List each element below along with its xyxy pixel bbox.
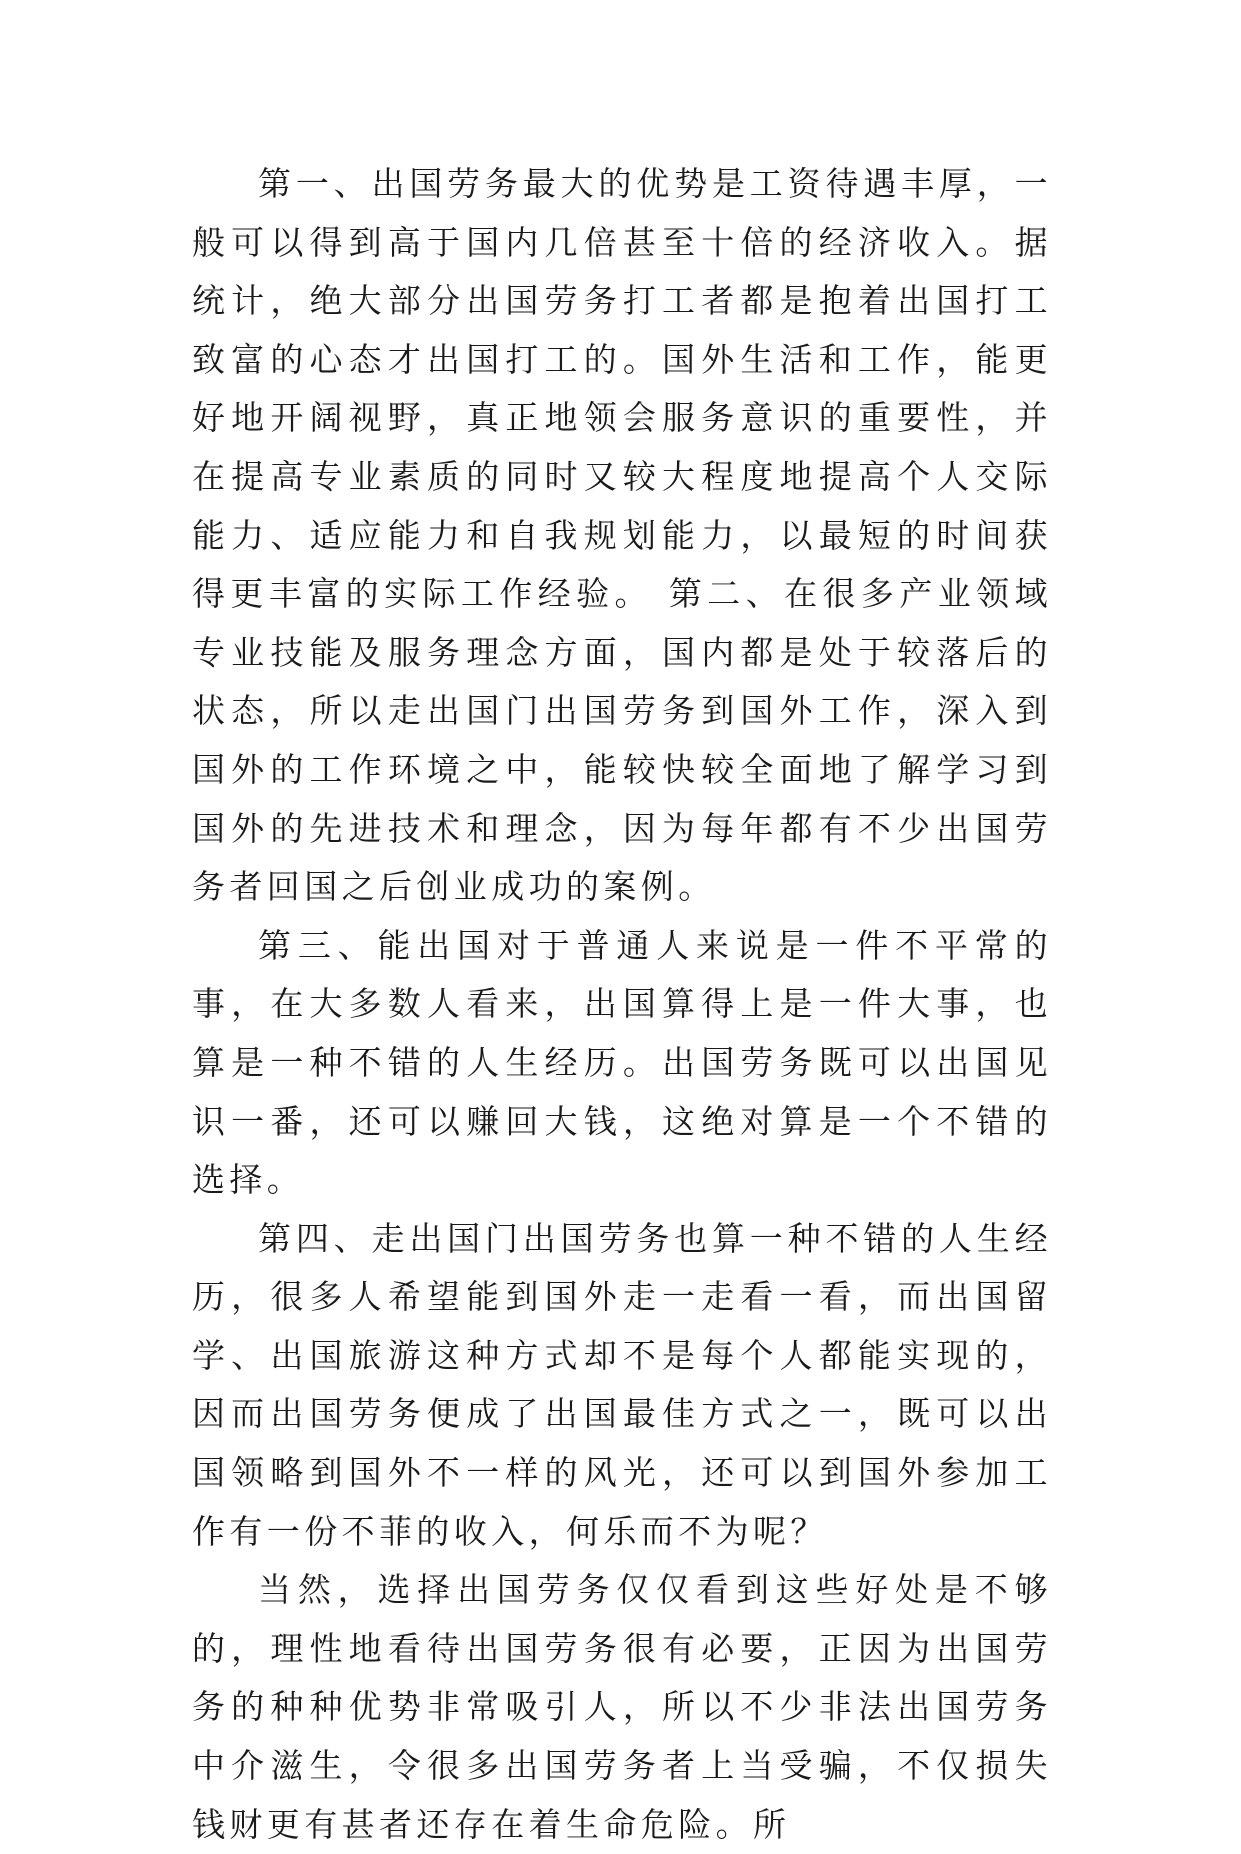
- paragraph-1: 第一、出国劳务最大的优势是工资待遇丰厚，一般可以得到高于国内几倍甚至十倍的经济收入。据统计，绝大部分出国劳务打工者都是抱着出国打工致富的心态才出国打工的。国外生活和工作，能更好地开阔视野，真正地领会服务意识的重要性，并在提高专业素质的同时又较大程度地提高个人交际能力、适应能力和自我规划能力，以最短的时间获得更丰富的实际工作经验。 第二、在很多产业领域专业技能及服务理念方面，国内都是处于较落后的状态，所以走出国门出国劳务到国外工作，深入到国外的工作环境之中，能较快较全面地了解学习到国外的先进技术和理念，因为每年都有不少出国劳务者回国之后创业成功的案例。: [192, 164, 1052, 907]
- paragraph-3: 第四、走出国门出国劳务也算一种不错的人生经历，很多人希望能到国外走一走看一看，而出国留学、出国旅游这种方式却不是每个人都能实现的，因而出国劳务便成了出国最佳方式之一，既可以出国领略到国外不一样的风光，还可以到国外参加工作有一份不菲的收入，何乐而不为呢？: [192, 1218, 1052, 1551]
- paragraph-4: 当然，选择出国劳务仅仅看到这些好处是不够的，理性地看待出国劳务很有必要，正因为出国劳务的种种优势非常吸引人，所以不少非法出国劳务中介滋生，令很多出国劳务者上当受骗，不仅损失钱财更有甚者还存在着生命危险。所: [192, 1570, 1052, 1844]
- document-body: [192, 155, 1052, 1854]
- paragraph-2: 第三、能出国对于普通人来说是一件不平常的事，在大多数人看来，出国算得上是一件大事，也算是一种不错的人生经历。出国劳务既可以出国见识一番，还可以赚回大钱，这绝对算是一个不错的选择。: [192, 925, 1052, 1200]
